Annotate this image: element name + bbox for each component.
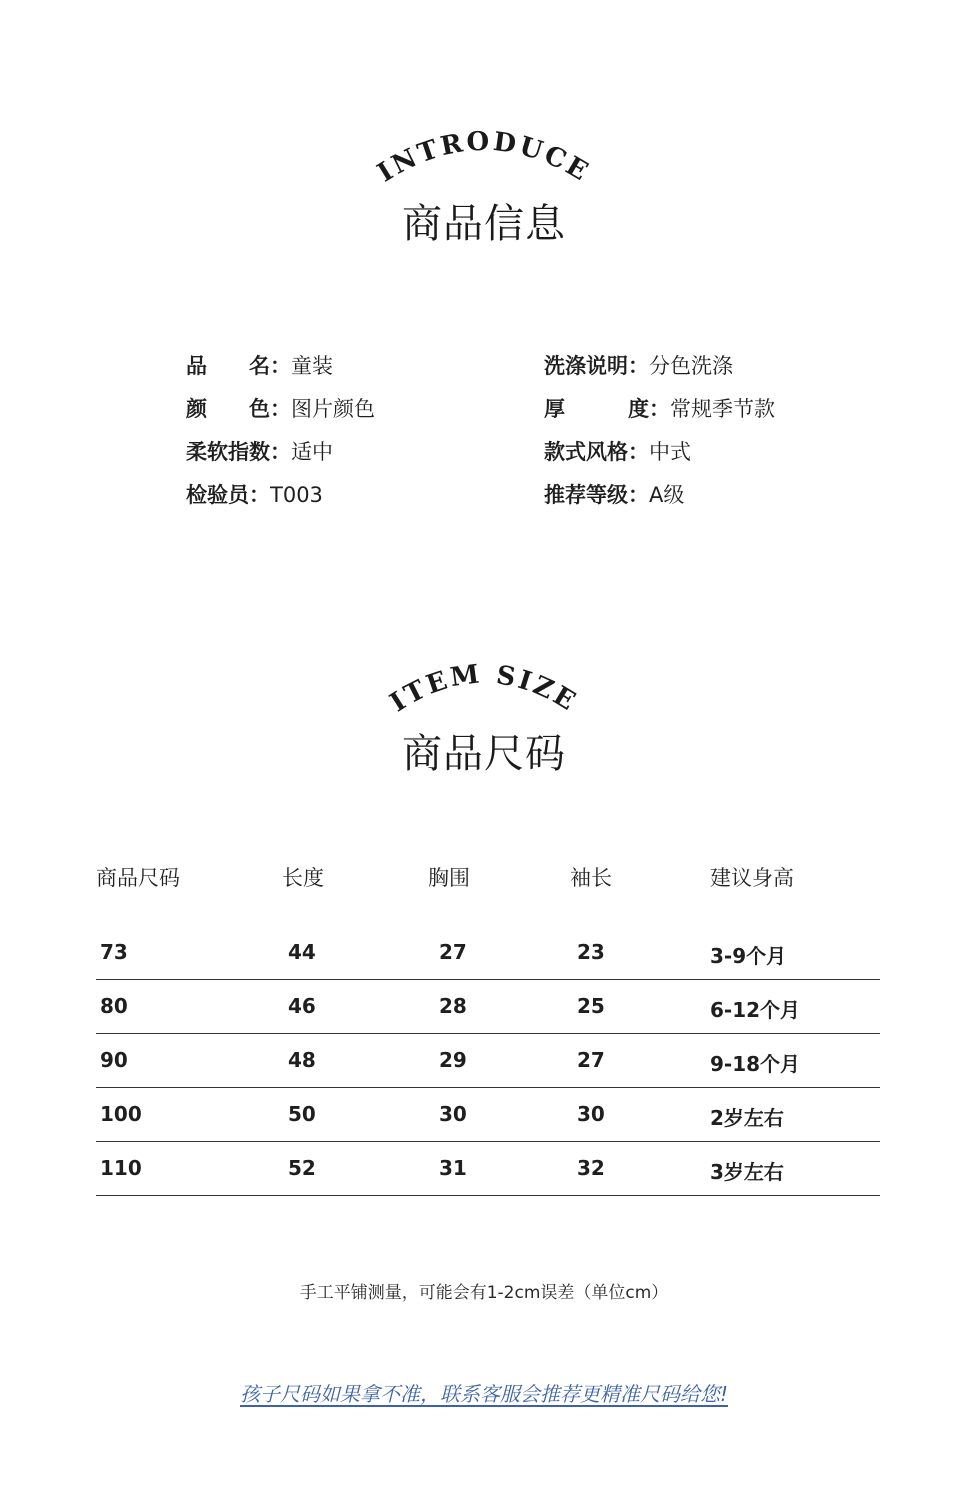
info-row-inspector: 检验员：T003 xyxy=(186,479,375,522)
product-info-left xyxy=(186,350,375,522)
measurement-note: 手工平铺测量，可能会有1-2cm误差（单位cm） xyxy=(299,1283,669,1303)
introduce-heading xyxy=(0,118,968,249)
info-value: 童装 xyxy=(291,354,333,378)
customer-service-cta xyxy=(0,1378,968,1407)
info-row-washing: 洗涤说明：分色洗涤 xyxy=(544,350,775,393)
info-value: 中式 xyxy=(649,440,691,464)
info-row-name: 品 名：童装 xyxy=(186,350,375,393)
info-value: 分色洗涤 xyxy=(649,354,733,378)
item-size-title: 商品尺码 xyxy=(402,731,566,777)
info-row-softness: 柔软指数：适中 xyxy=(186,436,375,479)
info-row-thickness: 厚 度：常规季节款 xyxy=(544,393,775,436)
table-row: 90 48 29 27 9-18个月 xyxy=(96,1034,880,1088)
header-height: 建议身高 xyxy=(710,866,794,890)
item-size-heading xyxy=(0,652,968,779)
header-sleeve: 袖长 xyxy=(570,866,612,890)
info-label: 品 名 xyxy=(186,354,270,378)
info-row-grade: 推荐等级：A级 xyxy=(544,479,775,522)
info-label: 检验员 xyxy=(186,483,249,507)
contact-service-link[interactable]: 孩子尺码如果拿不准，联系客服会推荐更精准尺码给您! xyxy=(239,1382,729,1406)
table-header xyxy=(96,856,880,916)
info-label: 款式风格 xyxy=(544,440,628,464)
info-label: 洗涤说明 xyxy=(544,354,628,378)
table-row: 73 44 27 23 3-9个月 xyxy=(96,926,880,980)
size-table xyxy=(96,856,880,1196)
info-row-color: 颜 色：图片颜色 xyxy=(186,393,375,436)
header-chest: 胸围 xyxy=(428,866,470,890)
introduce-arc-title xyxy=(354,118,614,198)
info-value: A级 xyxy=(649,483,685,507)
info-value: 图片颜色 xyxy=(291,397,375,421)
info-label: 柔软指数 xyxy=(186,440,270,464)
introduce-title: 商品信息 xyxy=(402,201,566,247)
info-label: 推荐等级 xyxy=(544,483,628,507)
product-info-right xyxy=(544,350,775,522)
header-length: 长度 xyxy=(282,866,324,890)
info-label: 厚 度 xyxy=(544,397,649,421)
info-value: T003 xyxy=(270,483,323,507)
svg-text:ITEM SIZE: ITEM SIZE xyxy=(385,659,583,719)
info-value: 常规季节款 xyxy=(670,397,775,421)
info-value: 适中 xyxy=(291,440,333,464)
info-label: 颜 色 xyxy=(186,397,270,421)
table-row: 100 50 30 30 2岁左右 xyxy=(96,1088,880,1142)
svg-text:INTRODUCE: INTRODUCE xyxy=(372,126,596,189)
item-size-arc-title xyxy=(369,652,599,728)
header-size: 商品尺码 xyxy=(96,866,180,890)
info-row-style: 款式风格：中式 xyxy=(544,436,775,479)
table-row: 80 46 28 25 6-12个月 xyxy=(96,980,880,1034)
table-row: 110 52 31 32 3岁左右 xyxy=(96,1142,880,1196)
